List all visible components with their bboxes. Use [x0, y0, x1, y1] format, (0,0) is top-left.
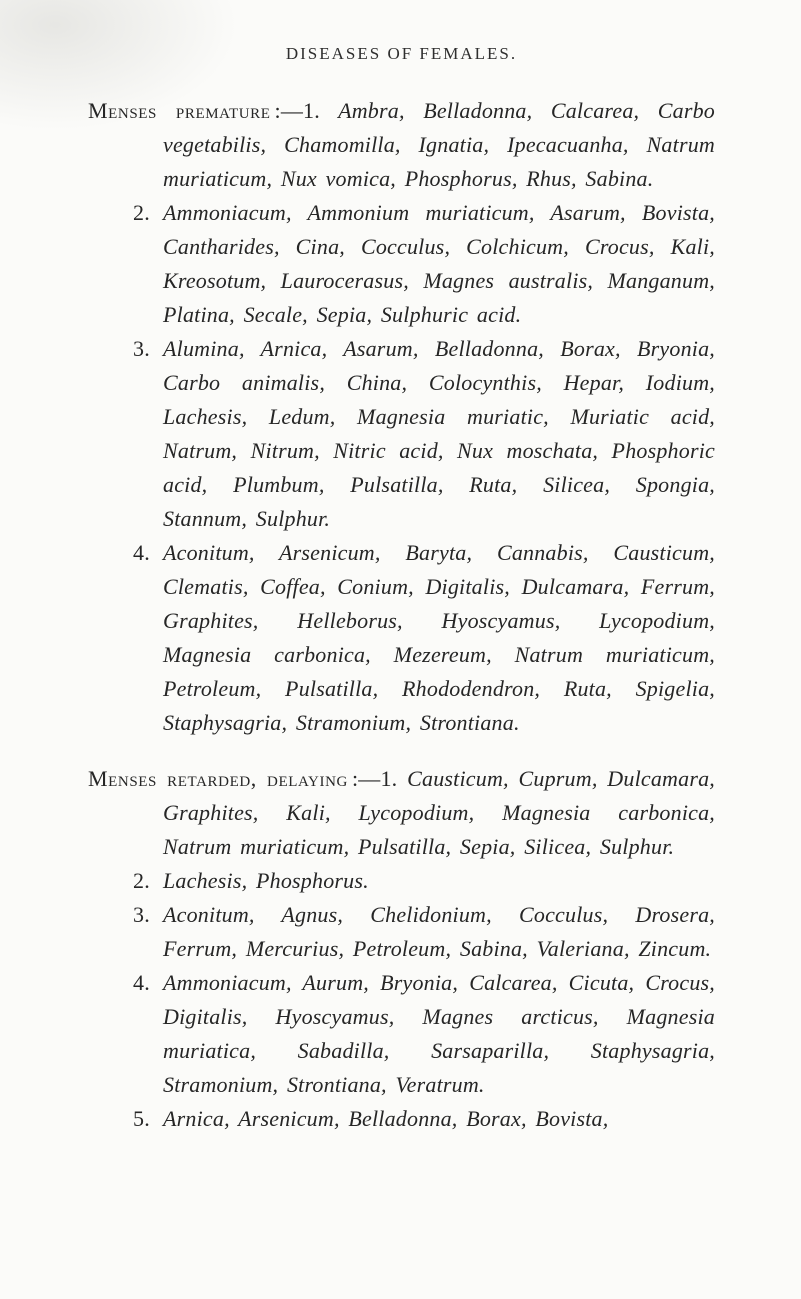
- remedy-paragraph: [88, 536, 715, 740]
- remedy-list: Lachesis, Phosphorus.: [163, 868, 369, 893]
- remedy-paragraph: [88, 196, 715, 332]
- heading-separator: :—: [351, 766, 381, 791]
- remedy-paragraph: [88, 332, 715, 536]
- remedy-paragraph: [88, 94, 715, 196]
- remedy-list: Ammoniacum, Ammonium muriaticum, Asarum, Bovista, Cantharides, Cina, Cocculus, Colchicum, Crocus, Kali, Kreosotum, Laurocerasus, Magnes australis, Manganum, Platina, Secale, Sepia, Sulphuric acid.: [163, 200, 715, 327]
- entry-heading: Menses retarded, delaying: [88, 766, 348, 791]
- item-number: 3.: [133, 902, 150, 927]
- remedy-list: Arnica, Arsenicum, Belladonna, Borax, Bovista,: [163, 1106, 609, 1131]
- remedy-list: Aconitum, Arsenicum, Baryta, Cannabis, Causticum, Clematis, Coffea, Conium, Digitalis, Dulcamara, Ferrum, Graphites, Helleborus, Hyoscyamus, Lycopodium, Magnesia carbonica, Mezereum, Natrum muriaticum, Petroleum, Pulsatilla, Rhododendron, Ruta, Spigelia, Staphysagria, Stramonium, Strontiana.: [163, 540, 715, 735]
- remedy-list: Aconitum, Agnus, Chelidonium, Cocculus, Drosera, Ferrum, Mercurius, Petroleum, Sabina, Valeriana, Zincum.: [163, 902, 715, 961]
- remedy-paragraph: [88, 1102, 715, 1136]
- heading-separator: :—: [274, 98, 304, 123]
- remedy-paragraph: [88, 762, 715, 864]
- page-header: DISEASES OF FEMALES.: [285, 44, 518, 63]
- item-number: 1.: [380, 766, 398, 791]
- entry-menses-retarded: [88, 762, 715, 1136]
- item-number: 4.: [133, 970, 150, 995]
- item-number: 1.: [303, 98, 320, 123]
- remedy-paragraph: [88, 966, 715, 1102]
- entry-menses-premature: [88, 94, 715, 740]
- item-number: 5.: [133, 1106, 150, 1131]
- remedy-list: Ambra, Belladonna, Calcarea, Carbo vegetabilis, Chamomilla, Ignatia, Ipecacuanha, Natrum muriaticum, Nux vomica, Phosphorus, Rhus, Sabina.: [163, 98, 715, 191]
- remedy-paragraph: [88, 864, 715, 898]
- item-number: 2.: [133, 868, 150, 893]
- remedy-list: Alumina, Arnica, Asarum, Belladonna, Borax, Bryonia, Carbo animalis, China, Colocynthis, Hepar, Iodium, Lachesis, Ledum, Magnesia muriatic, Muriatic acid, Natrum, Nitrum, Nitric acid, Nux moschata, Phosphoric acid, Plumbum, Pulsatilla, Ruta, Silicea, Spongia, Stannum, Sulphur.: [163, 336, 715, 531]
- remedy-list: Ammoniacum, Aurum, Bryonia, Calcarea, Cicuta, Crocus, Digitalis, Hyoscyamus, Magnes arcticus, Magnesia muriatica, Sabadilla, Sarsaparilla, Staphysagria, Stramonium, Strontiana, Veratrum.: [163, 970, 715, 1097]
- remedy-paragraph: [88, 898, 715, 966]
- remedy-list: Causticum, Cuprum, Dulcamara, Graphites, Kali, Lycopodium, Magnesia carbonica, Natrum muriaticum, Pulsatilla, Sepia, Silicea, Sulphur.: [163, 766, 715, 859]
- item-number: 2.: [133, 200, 150, 225]
- item-number: 4.: [133, 540, 150, 565]
- item-number: 3.: [133, 336, 150, 361]
- entry-heading: Menses premature: [88, 98, 271, 123]
